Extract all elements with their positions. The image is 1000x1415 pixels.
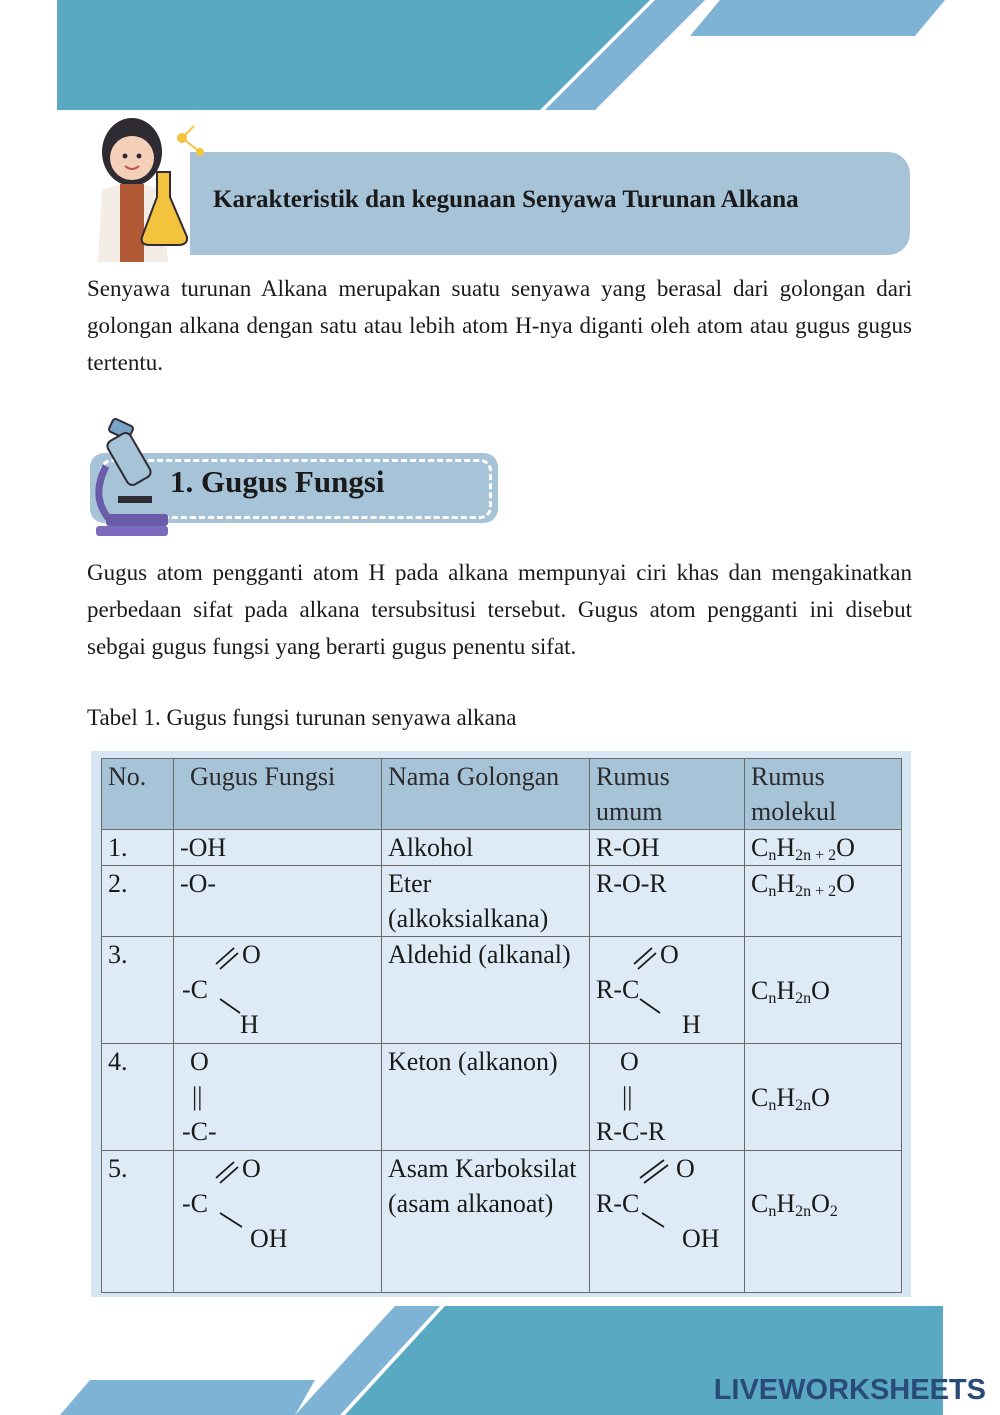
section-paragraph: Gugus atom pengganti atom H pada alkana mempunyai ciri khas dan mengakinatkan perbedaan sifat pada alkana tersubsitusi tersebut. Gugus atom pengganti ini disebut sebgai gugus fungsi yang berarti gugus penentu sifat.: [87, 560, 912, 659]
cell-rumus: R-OH: [590, 830, 745, 866]
struct-bottom-atom: OH: [682, 1224, 720, 1253]
cell-molekul: $C_nH_{2n + 2}O$: [745, 830, 902, 866]
struct-carbon: R-C: [596, 1189, 640, 1218]
microscope-icon: [88, 418, 173, 543]
cell-gugus: [174, 1044, 382, 1151]
cell-rumus: R-O-R: [590, 866, 745, 937]
cell-molekul: $C_nH_{2n + 2}O$: [745, 866, 902, 937]
table-row: [102, 937, 902, 1044]
struct-top-atom: O: [242, 940, 261, 969]
table-row: [102, 1044, 902, 1151]
struct-top-atom: O: [190, 1047, 209, 1076]
cell-rumus: [590, 1044, 745, 1151]
bond-lines: [180, 1151, 300, 1256]
struct-bottom-atom: OH: [250, 1224, 288, 1253]
cell-no: 5.: [102, 1151, 174, 1293]
struct-top-atom: O: [676, 1154, 695, 1183]
functional-group-table: [101, 758, 902, 1293]
struct-double-bond: ||: [192, 1082, 203, 1111]
cell-gugus: [174, 1151, 382, 1293]
cell-no: 4.: [102, 1044, 174, 1151]
intro-paragraph: Senyawa turunan Alkana merupakan suatu senyawa yang berasal dari golongan dari golongan alkana dengan satu atau lebih atom H-nya diganti oleh atom atau gugus gugus tertentu.: [87, 276, 912, 375]
cell-nama: Asam Karboksilat (asam alkanoat): [382, 1151, 590, 1293]
struct-bottom-atom: H: [240, 1010, 259, 1039]
page-title: Karakteristik dan kegunaan Senyawa Turunan Alkana: [213, 186, 799, 213]
struct-top-atom: O: [620, 1047, 639, 1076]
struct-top-atom: O: [242, 1154, 261, 1183]
struct-carbon: -C: [182, 975, 208, 1004]
cell-molekul: $C_nH_{2n}O$: [745, 1044, 902, 1151]
cell-gugus: -O-: [174, 866, 382, 937]
scientist-illustration: [82, 112, 212, 267]
table-caption: Tabel 1. Gugus fungsi turunan senyawa alkana: [87, 705, 517, 730]
section-title: 1. Gugus Fungsi: [170, 464, 385, 499]
cell-rumus: [590, 937, 745, 1044]
header-gugus-fungsi: Gugus Fungsi: [174, 759, 382, 830]
cell-gugus: -OH: [174, 830, 382, 866]
cell-nama: Keton (alkanon): [382, 1044, 590, 1151]
cell-molekul: $C_nH_{2n}O$: [745, 937, 902, 1044]
cell-no: 2.: [102, 866, 174, 937]
liveworksheets-logo[interactable]: LIVEWORKSHEETS: [713, 1374, 986, 1406]
cell-nama: Aldehid (alkanal): [382, 937, 590, 1044]
struct-chain: R-C-R: [596, 1117, 666, 1146]
struct-carbon: -C-: [182, 1117, 217, 1146]
cell-rumus: [590, 1151, 745, 1293]
struct-bottom-atom: H: [682, 1010, 701, 1039]
struct-double-bond: ||: [622, 1082, 633, 1111]
cell-no: 3.: [102, 937, 174, 1044]
table-header-row: [102, 759, 902, 830]
bond-lines: [596, 937, 736, 1042]
table-row: [102, 1151, 902, 1293]
cell-molekul: $C_nH_{2n}O_2$: [745, 1151, 902, 1293]
struct-top-atom: O: [660, 940, 679, 969]
struct-carbon: R-C: [596, 975, 640, 1004]
struct-carbon: -C: [182, 1189, 208, 1218]
cell-no: 1.: [102, 830, 174, 866]
header-nama-golongan: Nama Golongan: [382, 759, 590, 830]
header-decoration: [0, 0, 1000, 112]
cell-nama: Eter (alkoksialkana): [382, 866, 590, 937]
table-row: [102, 866, 902, 937]
header-rumus-molekul: Rumus molekul: [745, 759, 902, 830]
cell-gugus: [174, 937, 382, 1044]
cell-nama: Alkohol: [382, 830, 590, 866]
header-no: No.: [102, 759, 174, 830]
header-rumus-umum: Rumus umum: [590, 759, 745, 830]
bond-lines: [180, 937, 300, 1042]
table-row: [102, 830, 902, 866]
bond-lines: [596, 1151, 736, 1256]
